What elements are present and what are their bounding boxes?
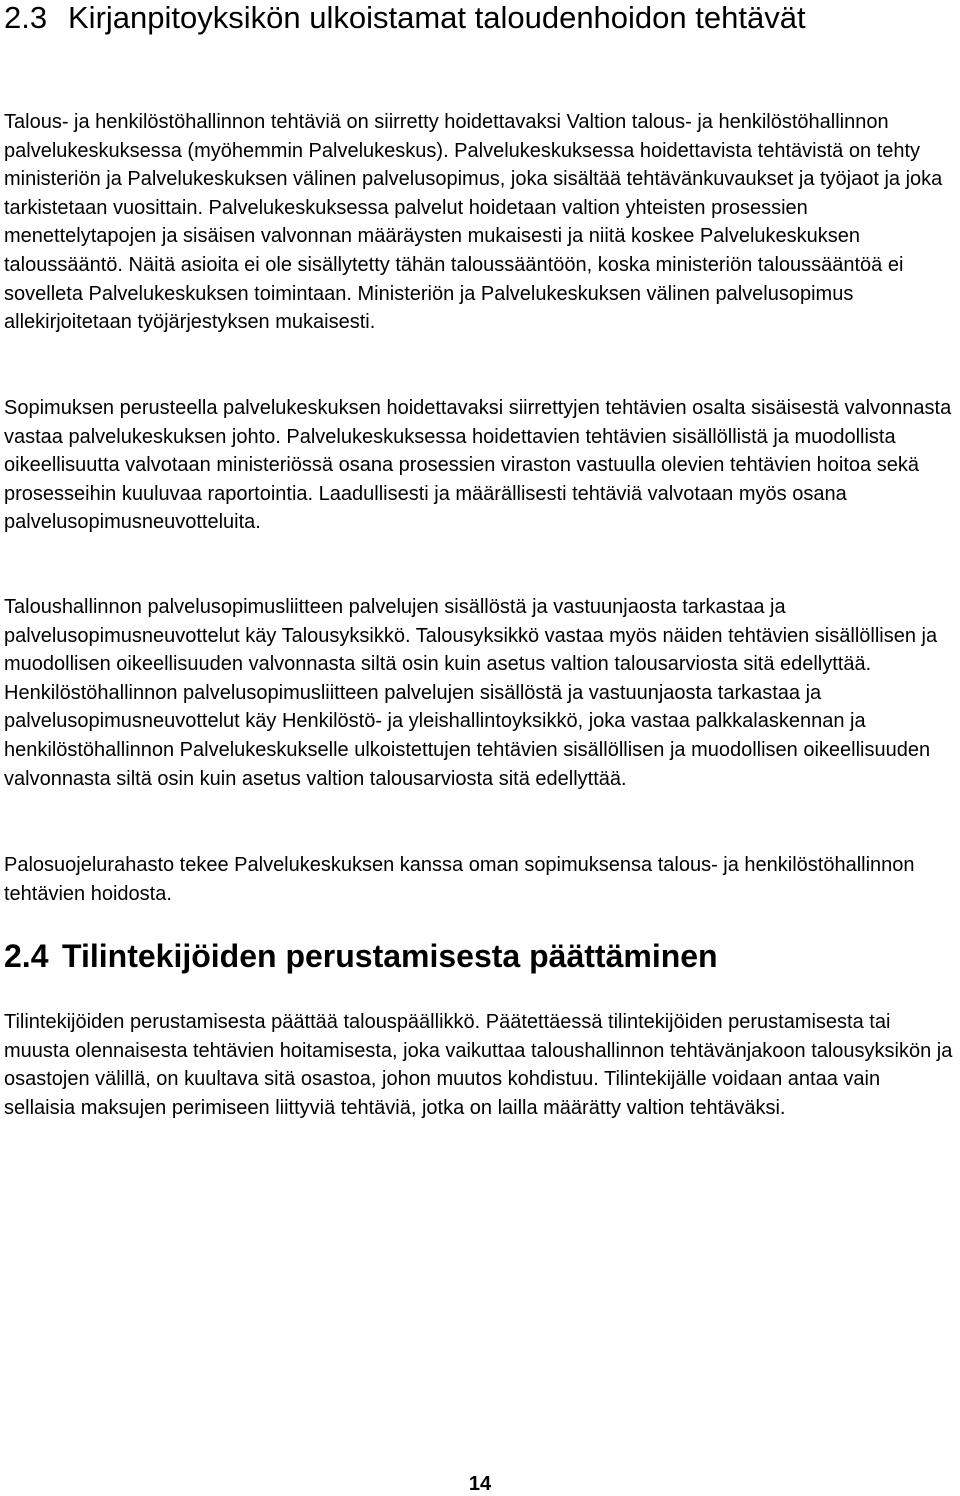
- section-number: 2.4: [4, 938, 49, 974]
- section-heading-2-3: [4, 0, 806, 38]
- section-number: 2.3: [4, 0, 48, 35]
- paragraph: Sopimuksen perusteella palvelukeskuksen hoidettavaksi siirrettyjen tehtävien osalta sisäisestä valvonnasta vastaa palvelukeskuksen johto. Palvelukeskuksessa hoidettavien tehtävien sisällöllistä ja muodollista oikeellisuutta valvotaan ministeriössä osana prosessien viraston vastuulla olevien tehtävien hoitoa sekä prosesseihin kuuluvaa raportointia. Laadullisesti ja määrällisesti tehtäviä valvotaan myös osana palvelusopimusneuvotteluita.: [4, 397, 952, 534]
- paragraph: Tilintekijöiden perustamisesta päättää talouspäällikkö. Päätettäessä tilintekijöiden perustamisesta tai muusta olennaisesta tehtävien hoitamisesta, joka vaikuttaa taloushallinnon tehtävänjakoon talousyksikön ja osastojen välillä, on kuultava sitä osastoa, johon muutos kohdistuu. Tilintekijälle voidaan antaa vain sellaisia maksujen perimiseen liittyviä tehtäviä, jotka on lailla määrätty valtion tehtäväksi.: [4, 1011, 953, 1119]
- paragraph: Talous- ja henkilöstöhallinnon tehtäviä on siirretty hoidettavaksi Valtion talous- ja henkilöstöhallinnon palvelukeskuksessa (myöhemmin Palvelukeskus). Palvelukeskuksessa hoidettavista tehtävistä on tehty ministeriön ja Palvelukeskuksen välinen palvelusopimus, joka sisältää tehtävänkuvaukset ja työjaot ja joka tarkistetaan vuosittain. Palvelukeskuksessa palvelut hoidetaan valtion yhteisten prosessien menettelytapojen ja sisäisen valvonnan määräysten mukaisesti ja niitä koskee Palvelukeskuksen taloussääntö. Näitä asioita ei ole sisällytetty tähän taloussääntöön, koska ministeriön taloussääntöä ei sovelleta Palvelukeskuksen toimintaan. Ministeriön ja Palvelukeskuksen välinen palvelusopimus allekirjoitetaan työjärjestyksen mukaisesti.: [4, 111, 943, 334]
- page-number: 14: [468, 1473, 492, 1495]
- section-title: Kirjanpitoyksikön ulkoistamat taloudenhoidon tehtävät: [68, 0, 806, 35]
- paragraph: Taloushallinnon palvelusopimusliitteen palvelujen sisällöstä ja vastuunjaosta tarkastaa ja palvelusopimusneuvottelut käy Talousyksikkö. Talousyksikkö vastaa myös näiden tehtävien sisällöllisen ja muodollisen oikeellisuuden valvonnasta siltä osin kuin asetus valtion talousarviosta sitä edellyttää. Henkilöstöhallinnon palvelusopimusliitteen palvelujen sisällöstä ja vastuunjaosta tarkastaa ja palvelusopimusneuvottelut käy Henkilöstö- ja yleishallintoyksikkö, joka vastaa palkkalaskennan ja henkilöstöhallinnon Palvelukeskukselle ulkoistettujen tehtävien sisällöllisen ja muodollisen oikeellisuuden valvonnasta siltä osin kuin asetus valtion talousarviosta sitä edellyttää.: [4, 596, 938, 790]
- section-heading-2-4: [4, 936, 718, 977]
- paragraph: Palosuojelurahasto tekee Palvelukeskuksen kanssa oman sopimuksensa talous- ja henkilöstöhallinnon tehtävien hoidosta.: [4, 854, 915, 905]
- section-title: Tilintekijöiden perustamisesta päättäminen: [62, 938, 718, 974]
